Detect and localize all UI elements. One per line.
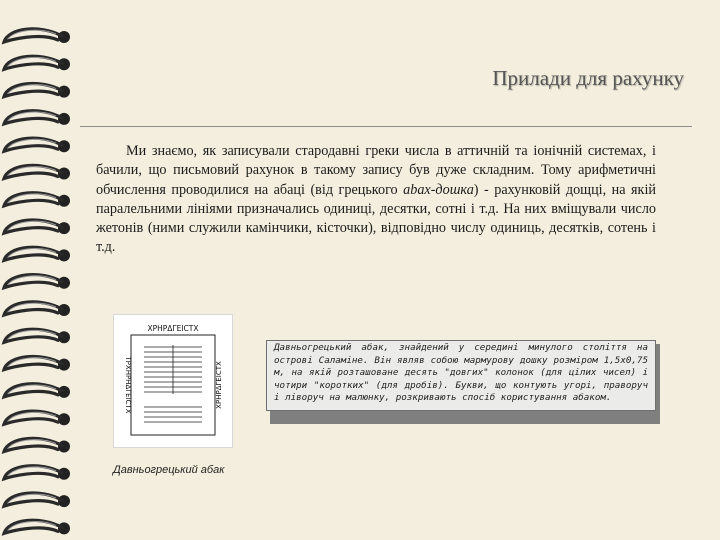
ring-hole: [58, 168, 70, 180]
spiral-ring: [4, 275, 70, 289]
paragraph-term: abax-дошка: [403, 181, 474, 198]
spiral-ring: [4, 220, 70, 234]
abacus-lines: [144, 345, 202, 422]
spiral-ring: [4, 193, 70, 207]
spiral-ring: [4, 56, 70, 70]
ring-wire: [4, 247, 62, 260]
spiral-ring: [4, 29, 70, 43]
title-divider: [80, 126, 692, 127]
abacus-left-label: ΤΡΧΗΡΗΔΓΕΙCΤΧ: [124, 356, 132, 414]
spiral-ring: [4, 83, 70, 97]
main-paragraph: [96, 142, 656, 258]
ring-wire: [4, 220, 62, 233]
ring-hole: [58, 31, 70, 43]
abacus-right-label: ΧΡΗΡΔΓΕΙCΤΧ: [215, 361, 223, 409]
spiral-ring: [4, 356, 70, 370]
ring-hole: [58, 195, 70, 207]
spiral-ring: [4, 302, 70, 316]
spiral-ring: [4, 384, 70, 398]
ring-wire: [4, 438, 62, 451]
ring-hole: [58, 140, 70, 152]
ring-wire: [4, 356, 62, 369]
paragraph-start: Ми знаємо, як записували стародавні греки числа в аттичній та іонічній системах, і бачили, що письмовий рахунок в такому запису був дуже складним. Тому арифметичні обчислення проводилися на абаці (від грецького: [96, 143, 656, 198]
paragraph-end: ) - рахунковій дощці, на якій паралельними лініями призначались одиниці, десятки, сотні і т.д. На них вміщували число жетонів (ними служили камінчики, кісточки), відповідно числу одиниць, десятків, сотень і т.д.: [96, 181, 656, 256]
spiral-ring: [4, 520, 70, 534]
abacus-image: [113, 314, 233, 448]
ring-wire: [4, 466, 62, 479]
ring-hole: [58, 413, 70, 425]
abacus-top-label: ΧΡΗΡΔΓΕΙCΤΧ: [147, 324, 199, 333]
ring-wire: [4, 165, 62, 178]
spiral-ring: [4, 329, 70, 343]
ring-wire: [4, 111, 62, 124]
ring-wire: [4, 411, 62, 424]
spiral-ring: [4, 493, 70, 507]
ring-hole: [58, 441, 70, 453]
ring-hole: [58, 522, 70, 534]
slide-title: Прилади для рахунку: [492, 66, 684, 90]
ring-hole: [58, 468, 70, 480]
spiral-ring: [4, 111, 70, 125]
spiral-ring: [4, 138, 70, 152]
ring-wire: [4, 83, 62, 96]
ring-hole: [58, 277, 70, 289]
ring-wire: [4, 275, 62, 288]
note-box: Давньогрецький абак, знайдений у середині минулого століття на острові Саламіне. Він являв собою мармурову дошку розміром 1,5х0,75 м, на якій розташоване десять "довгих" колонок (для цілих чисел) і чотири "коротких" (для дробів). Букви, що контують угорі, праворуч і ліворуч на малюнку, розкривають спосіб користування абаком.: [266, 340, 656, 411]
ring-wire: [4, 29, 62, 42]
spiral-ring: [4, 466, 70, 480]
ring-hole: [58, 249, 70, 261]
ring-hole: [58, 386, 70, 398]
abacus-caption: Давньогрецький абак: [113, 464, 225, 476]
ring-hole: [58, 359, 70, 371]
ring-wire: [4, 302, 62, 315]
ring-wire: [4, 56, 62, 69]
ring-hole: [58, 304, 70, 316]
ring-hole: [58, 58, 70, 70]
ring-wire: [4, 193, 62, 206]
ring-wire: [4, 384, 62, 397]
ring-hole: [58, 495, 70, 507]
ring-wire: [4, 329, 62, 342]
ring-hole: [58, 86, 70, 98]
ring-hole: [58, 222, 70, 234]
spiral-binding: [0, 0, 80, 540]
ring-hole: [58, 331, 70, 343]
ring-wire: [4, 138, 62, 151]
spiral-ring: [4, 247, 70, 261]
abacus-drawing: [114, 315, 232, 447]
spiral-ring: [4, 438, 70, 452]
ring-hole: [58, 113, 70, 125]
ring-wire: [4, 493, 62, 506]
spiral-ring: [4, 411, 70, 425]
ring-wire: [4, 520, 62, 533]
spiral-ring: [4, 165, 70, 179]
